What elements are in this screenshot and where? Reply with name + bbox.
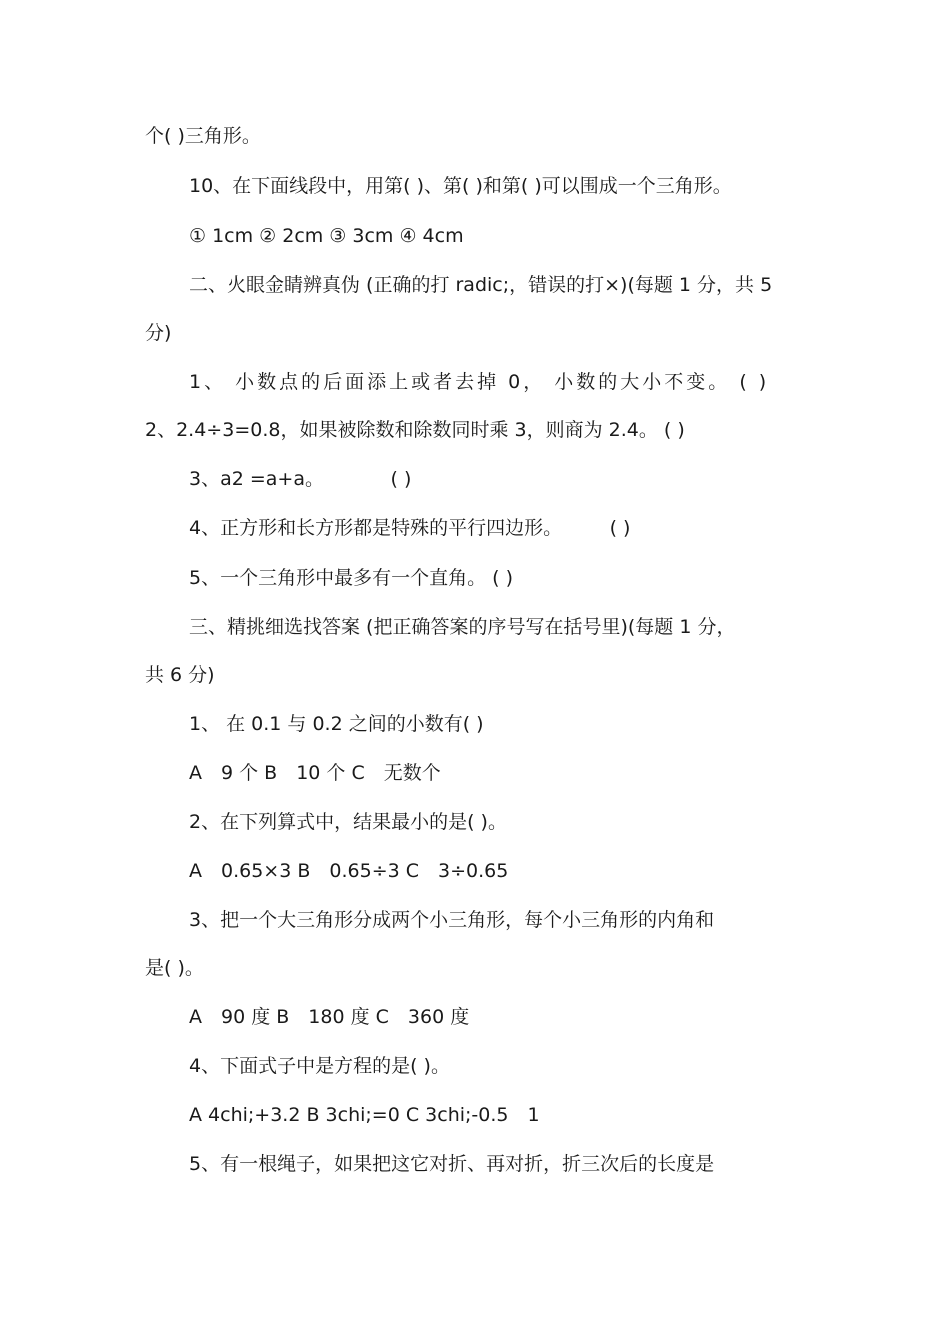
choice-question-5: 5、有一根绳子，如果把这它对折、再对折，折三次后的长度是	[189, 1153, 715, 1175]
judge-question-5: 5、一个三角形中最多有一个直角。 ( )	[189, 567, 513, 589]
judge-question-1: 1、 小数点的后面添上或者去掉 0， 小数的大小不变。 ( )	[189, 371, 770, 393]
question-10-options: ① 1cm ② 2cm ③ 3cm ④ 4cm	[189, 225, 464, 247]
choice-question-4: 4、下面式子中是方程的是( )。	[189, 1055, 450, 1077]
question-10: 10、在下面线段中，用第( )、第( )和第( )可以围成一个三角形。	[189, 175, 732, 197]
judge-question-4: 4、正方形和长方形都是特殊的平行四边形。 ( )	[189, 517, 631, 539]
judge-question-2: 2、2.4÷3=0.8，如果被除数和除数同时乘 3，则商为 2.4。 ( )	[145, 419, 685, 441]
choice-question-2-options: A 0.65×3 B 0.65÷3 C 3÷0.65	[189, 860, 509, 882]
text-line-continuation: 个( )三角形。	[145, 125, 261, 147]
section-2-heading: 二、火眼金睛辨真伪 (正确的打 radic;，错误的打×)(每题 1 分，共 5	[189, 274, 773, 296]
choice-question-1: 1、 在 0.1 与 0.2 之间的小数有( )	[189, 713, 484, 735]
section-3-heading: 三、精挑细选找答案 (把正确答案的序号写在括号里)(每题 1 分，	[189, 616, 736, 638]
choice-question-4-options: A 4chi;+3.2 B 3chi;=0 C 3chi;-0.5 1	[189, 1104, 540, 1126]
choice-question-1-options: A 9 个 B 10 个 C 无数个	[189, 762, 441, 784]
choice-question-3: 3、把一个大三角形分成两个小三角形，每个小三角形的内角和	[189, 909, 715, 931]
judge-question-3: 3、a2 =a+a。 ( )	[189, 468, 412, 490]
choice-question-2: 2、在下列算式中，结果最小的是( )。	[189, 811, 507, 833]
section-2-heading-continuation: 分)	[145, 322, 172, 344]
choice-question-3-continuation: 是( )。	[145, 957, 204, 979]
section-3-heading-continuation: 共 6 分)	[145, 664, 215, 686]
choice-question-3-options: A 90 度 B 180 度 C 360 度	[189, 1006, 470, 1028]
